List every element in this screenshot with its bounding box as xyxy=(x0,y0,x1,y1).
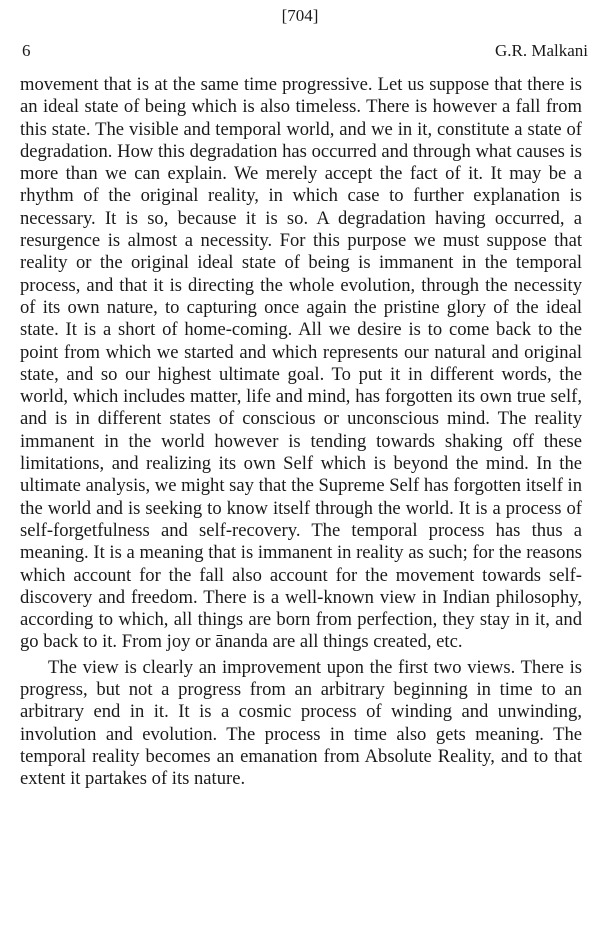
paragraph-2: The view is clearly an improvement upon the first two views. There is progress, but not a progress from an arbitrary beginning in time to an arbitrary end in it. It is a cosmic process of winding and unwinding, involution and evolution. The process in time also gets meaning. The temporal reality becomes an emanation from Absolute Reality, and to that extent it partakes of its nature. xyxy=(20,656,582,790)
journal-page-number: [704] xyxy=(281,6,319,25)
page-number: 6 xyxy=(22,41,31,60)
body-text xyxy=(20,74,582,791)
paragraph-1: movement that is at the same time progressive. Let us suppose that there is an ideal state of being which is also timeless. There is however a fall from this state. The visible and temporal world, and we in it, constitute a state of degradation. How this degradation has occurred and through what causes is more than we can explain. We merely accept the fact of it. It may be a rhythm of the original reality, in which case to further explanation is necessary. It is so, because it is so. A degradation having occurred, a resurgence is almost a necessity. For this purpose we must suppose that reality or the original ideal state of being is immanent in the temporal process, and that it is directing the whole evolution, through the necessity of its own nature, to capturing once again the pristine glory of the ideal state. It is a short of home-coming. All we desire is to come back to the point from which we started and which represents our natural and original state, and so our highest ultimate goal. To put it in different words, the world, which includes matter, life and mind, has forgotten its own true self, and is in different states of conscious or unconscious mind. The reality immanent in the world however is tending towards shaking off these limitations, and realizing its own Self which is beyond the mind. In the ultimate analysis, we might say that the Supreme Self has forgotten itself in the world and is seeking to know itself through the world. It is a process of self-forgetfulness and self-recovery. The temporal process has thus a meaning. It is a meaning that is immanent in reality as such; for the reasons which account for the fall also account for the movement towards self-discovery and freedom. There is a well-known view in Indian philosophy, according to which, all things are born from perfection, they stay in it, and go back to it. From joy or ānanda are all things created, etc. xyxy=(20,74,583,653)
author-name: G.R. Malkani xyxy=(494,41,588,60)
running-header xyxy=(22,41,588,61)
